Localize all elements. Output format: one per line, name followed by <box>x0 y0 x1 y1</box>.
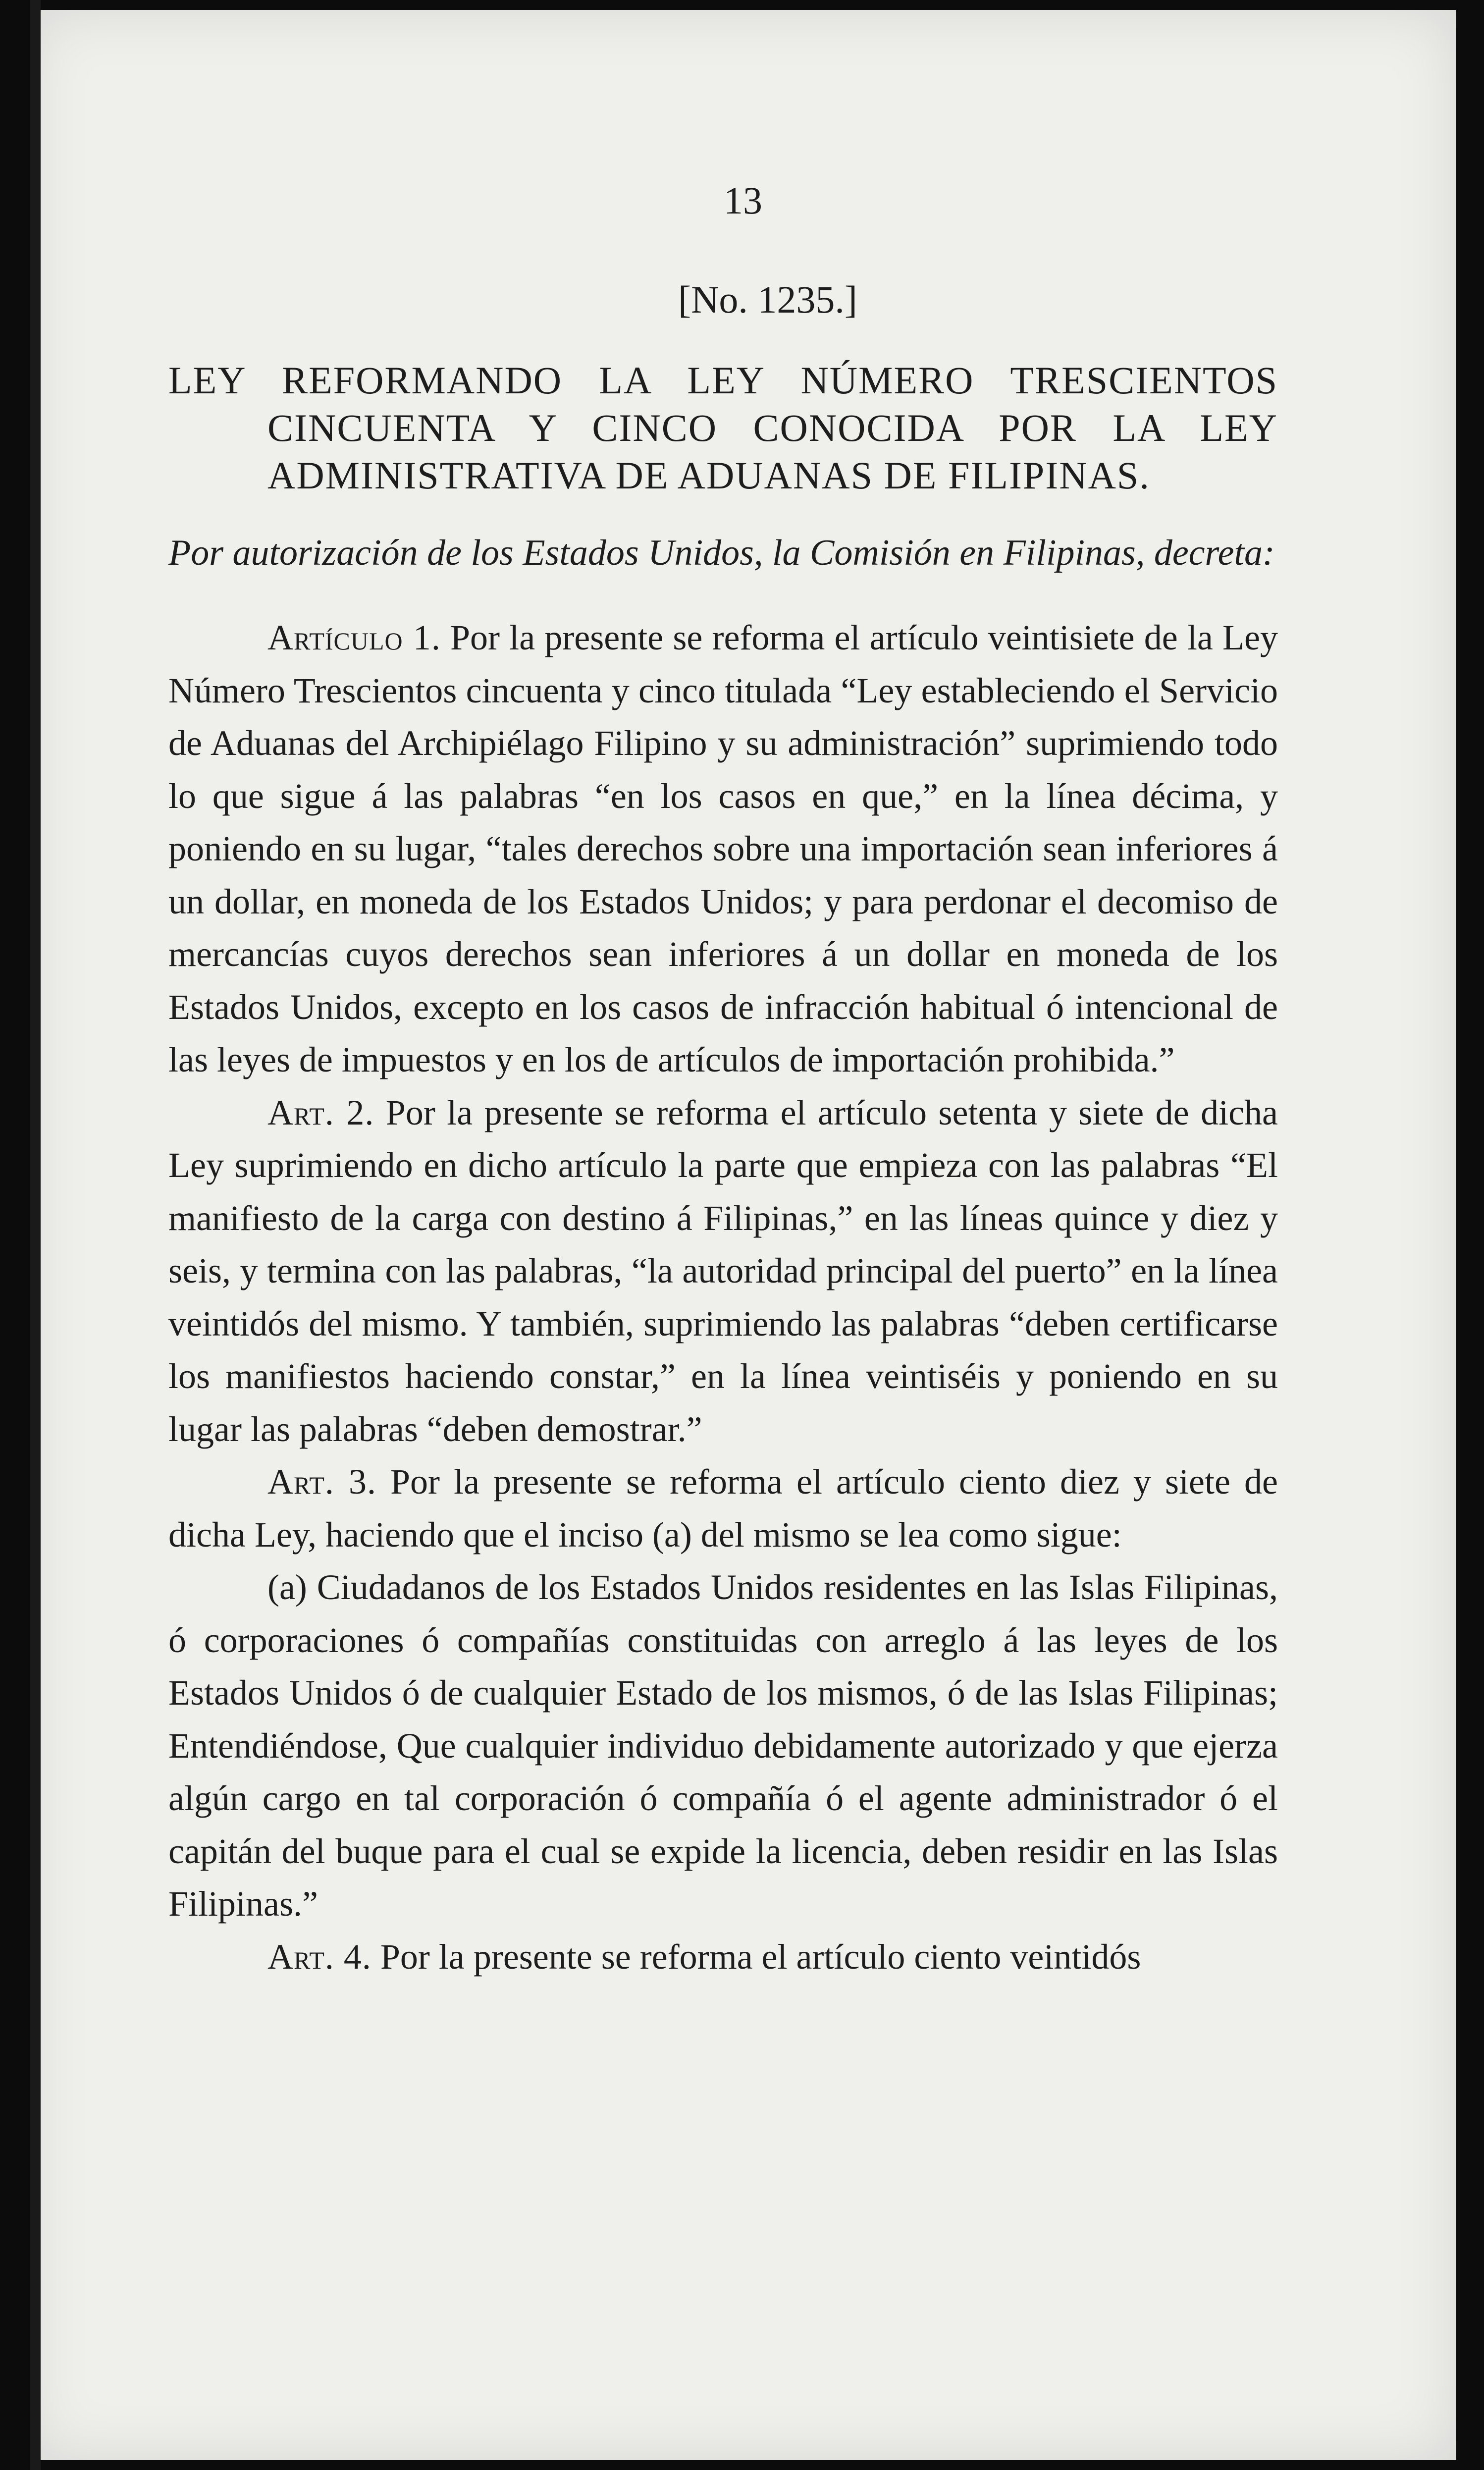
article-label: Art. 2. <box>267 1092 374 1132</box>
article-4 <box>168 1931 1278 1984</box>
page-left-edge <box>30 0 41 2470</box>
article-3 <box>168 1455 1278 1561</box>
law-number: [No. 1235.] <box>678 278 857 321</box>
article-label: Art. 4. <box>267 1936 371 1977</box>
article-label: Art. 3. <box>267 1462 376 1502</box>
article-text: Por la presente se reforma el artículo setenta y siete de dicha Ley suprimiendo en dicho artículo la parte que empieza con las palabras “El manifiesto de la carga con destino á Filipinas,” en las líneas quince y diez y seis, y termina con las palabras, “la autoridad principal del puerto” en la línea veintidós del mismo. Y también, suprimiendo las palabras “deben certificarse los manifiestos haciendo constar,” en la línea veintiséis y poniendo en su lugar las palabras “deben demostrar.” <box>168 1092 1278 1449</box>
law-title: LEY REFORMANDO LA LEY NÚMERO TRESCIENTOS CINCUENTA Y CINCO CONOCIDA POR LA LEY ADMINISTRATIVA DE ADUANAS DE FILIPINAS. <box>168 359 1278 497</box>
page-number: 13 <box>724 179 762 222</box>
page-content <box>168 178 1278 1983</box>
article-1 <box>168 611 1278 1086</box>
article-3-clause-a <box>168 1561 1278 1931</box>
clause-label: (a) <box>267 1567 307 1607</box>
article-2 <box>168 1086 1278 1456</box>
article-text: Por la presente se reforma el artículo veintisiete de la Ley Número Trescientos cincuenta y cinco titulada “Ley estableciendo el Servicio de Aduanas del Archipiélago Filipino y su administración” suprimiendo todo lo que sigue á las palabras “en los casos en que,” en la línea décima, y poniendo en su lugar, “tales derechos sobre una importación sean inferiores á un dollar, en moneda de los Estados Unidos; y para perdonar el decomiso de mercancías cuyos derechos sean inferiores á un dollar en moneda de los Estados Unidos, excepto en los casos de infracción habitual ó intencional de las leyes de impuestos y en los de artículos de importación prohibida.” <box>168 618 1278 1079</box>
clause-text: Ciudadanos de los Estados Unidos residentes en las Islas Filipinas, ó corporaciones ó compañías constituidas con arreglo á las leyes de los Estados Unidos ó de cualquier Estado de los mismos, ó de las Islas Filipinas; Entendiéndose, Que cualquier individuo debidamente autorizado y que ejerza algún cargo en tal corporación ó compañía ó el agente administrador ó el capitán del buque para el cual se expide la licencia, deben residir en las Islas Filipinas.” <box>168 1567 1278 1924</box>
article-text: Por la presente se reforma el artículo ciento veintidós <box>371 1936 1141 1977</box>
article-text: Por la presente se reforma el artículo ciento diez y siete de dicha Ley, haciendo que el inciso (a) del mismo se lea como sigue: <box>168 1462 1278 1555</box>
enacting-clause: Por autorización de los Estados Unidos, la Comisión en Filipinas, decreta: <box>168 533 1275 573</box>
article-label: Artículo 1. <box>267 618 441 657</box>
